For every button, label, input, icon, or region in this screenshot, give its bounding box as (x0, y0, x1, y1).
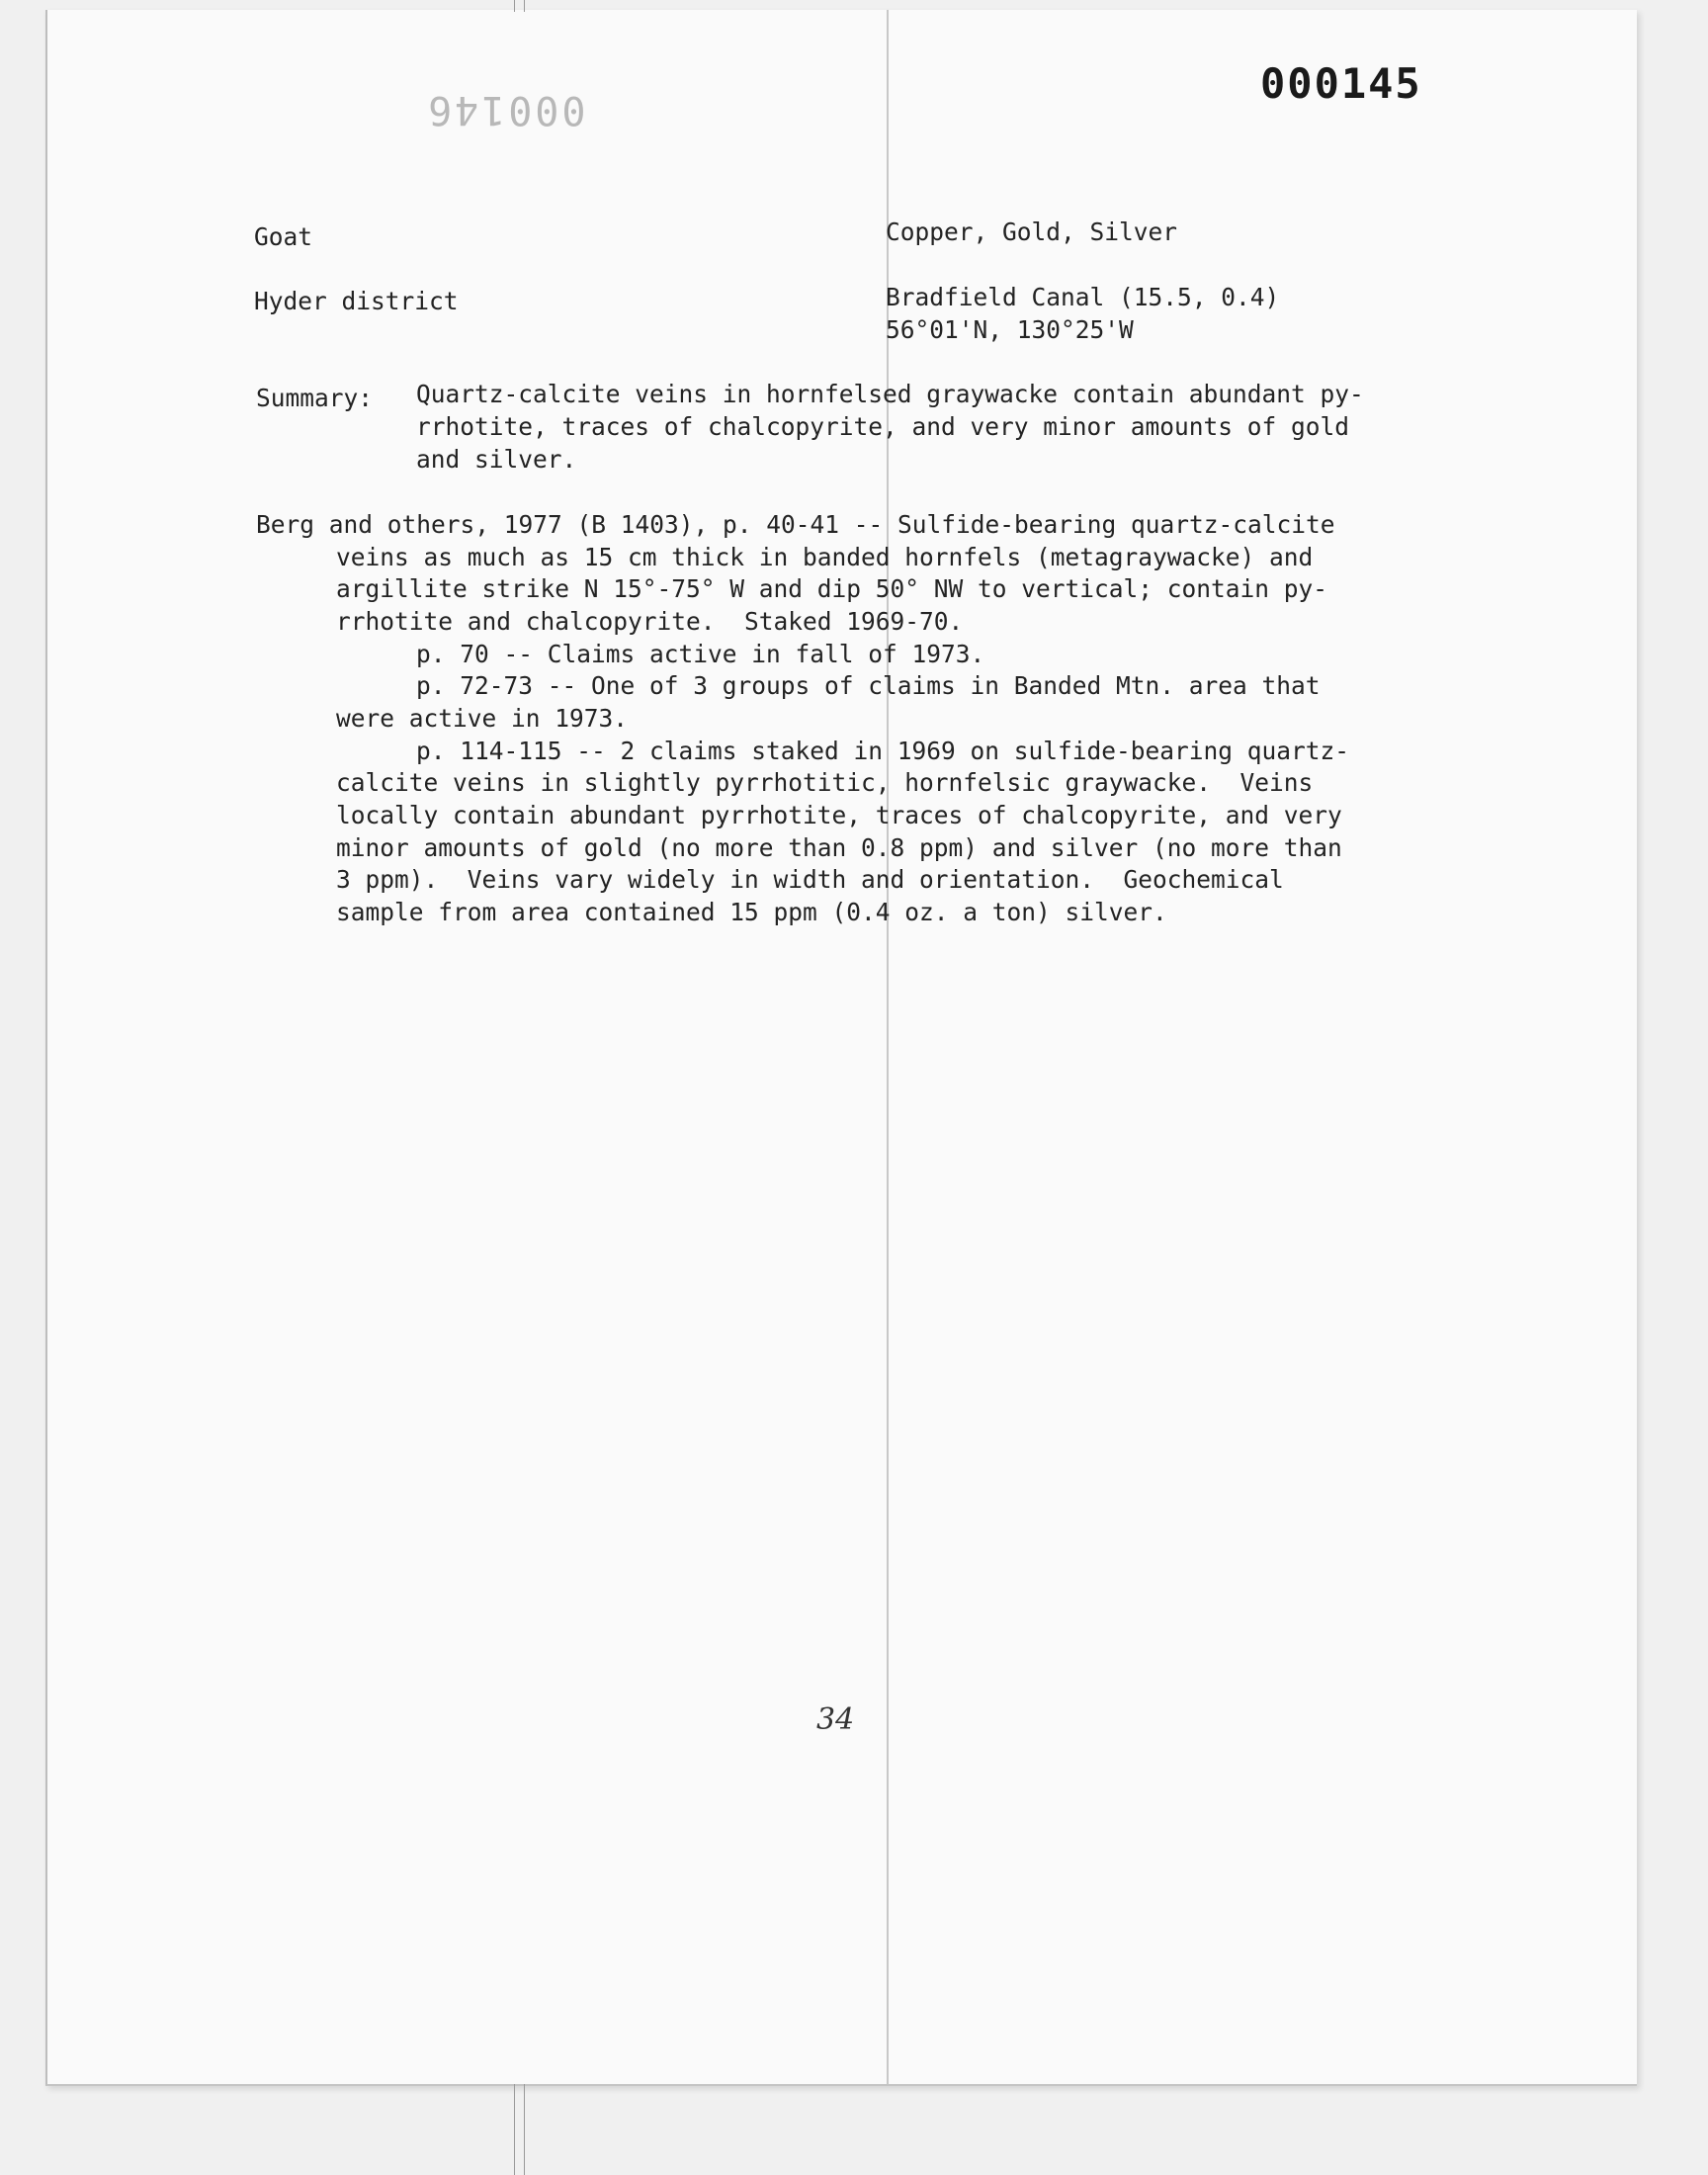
commodities: Copper, Gold, Silver (886, 218, 1178, 246)
reference-line: 3 ppm). Veins vary widely in width and orientation. Geochemical (336, 865, 1284, 894)
summary-label: Summary: (256, 384, 374, 412)
faint-stamp-number: 000146 (425, 87, 586, 132)
binding-mark (514, 2084, 515, 2175)
reference-line: p. 114-115 -- 2 claims staked in 1969 on sulfide-bearing quartz- (416, 737, 1350, 765)
document-number: 000145 (1260, 59, 1422, 108)
district: Hyder district (254, 287, 459, 315)
quadrangle: Bradfield Canal (15.5, 0.4) (886, 283, 1280, 311)
reference-line: veins as much as 15 cm thick in banded hornfels (metagraywacke) and (336, 543, 1314, 571)
binding-mark (524, 0, 525, 12)
summary-line: Quartz-calcite veins in hornfelsed graywacke contain abundant py- (416, 380, 1364, 408)
reference-line: rrhotite and chalcopyrite. Staked 1969-70. (336, 607, 964, 636)
coordinates: 56°01'N, 130°25'W (886, 315, 1134, 344)
reference-line: argillite strike N 15°-75° W and dip 50° NW to vertical; contain py- (336, 574, 1328, 603)
reference-line: p. 72-73 -- One of 3 groups of claims in Banded Mtn. area that (416, 671, 1321, 700)
reference-line: locally contain abundant pyrrhotite, traces of chalcopyrite, and very (336, 801, 1342, 829)
reference-line: were active in 1973. (336, 704, 629, 733)
binding-mark (514, 0, 515, 12)
document-page (45, 10, 1637, 2086)
summary-line: and silver. (416, 445, 577, 474)
page-number: 34 (816, 1702, 855, 1737)
reference-line: minor amounts of gold (no more than 0.8 ppm) and silver (no more than (336, 833, 1342, 862)
summary-line: rrhotite, traces of chalcopyrite, and very minor amounts of gold (416, 412, 1350, 441)
binding-mark (524, 2084, 525, 2175)
reference-line: Berg and others, 1977 (B 1403), p. 40-41 -- Sulfide-bearing quartz-calcite (256, 510, 1335, 539)
reference-line: calcite veins in slightly pyrrhotitic, hornfelsic graywacke. Veins (336, 768, 1314, 797)
deposit-name: Goat (254, 222, 313, 251)
reference-line: sample from area contained 15 ppm (0.4 oz. a ton) silver. (336, 898, 1167, 926)
reference-line: p. 70 -- Claims active in fall of 1973. (416, 640, 985, 668)
